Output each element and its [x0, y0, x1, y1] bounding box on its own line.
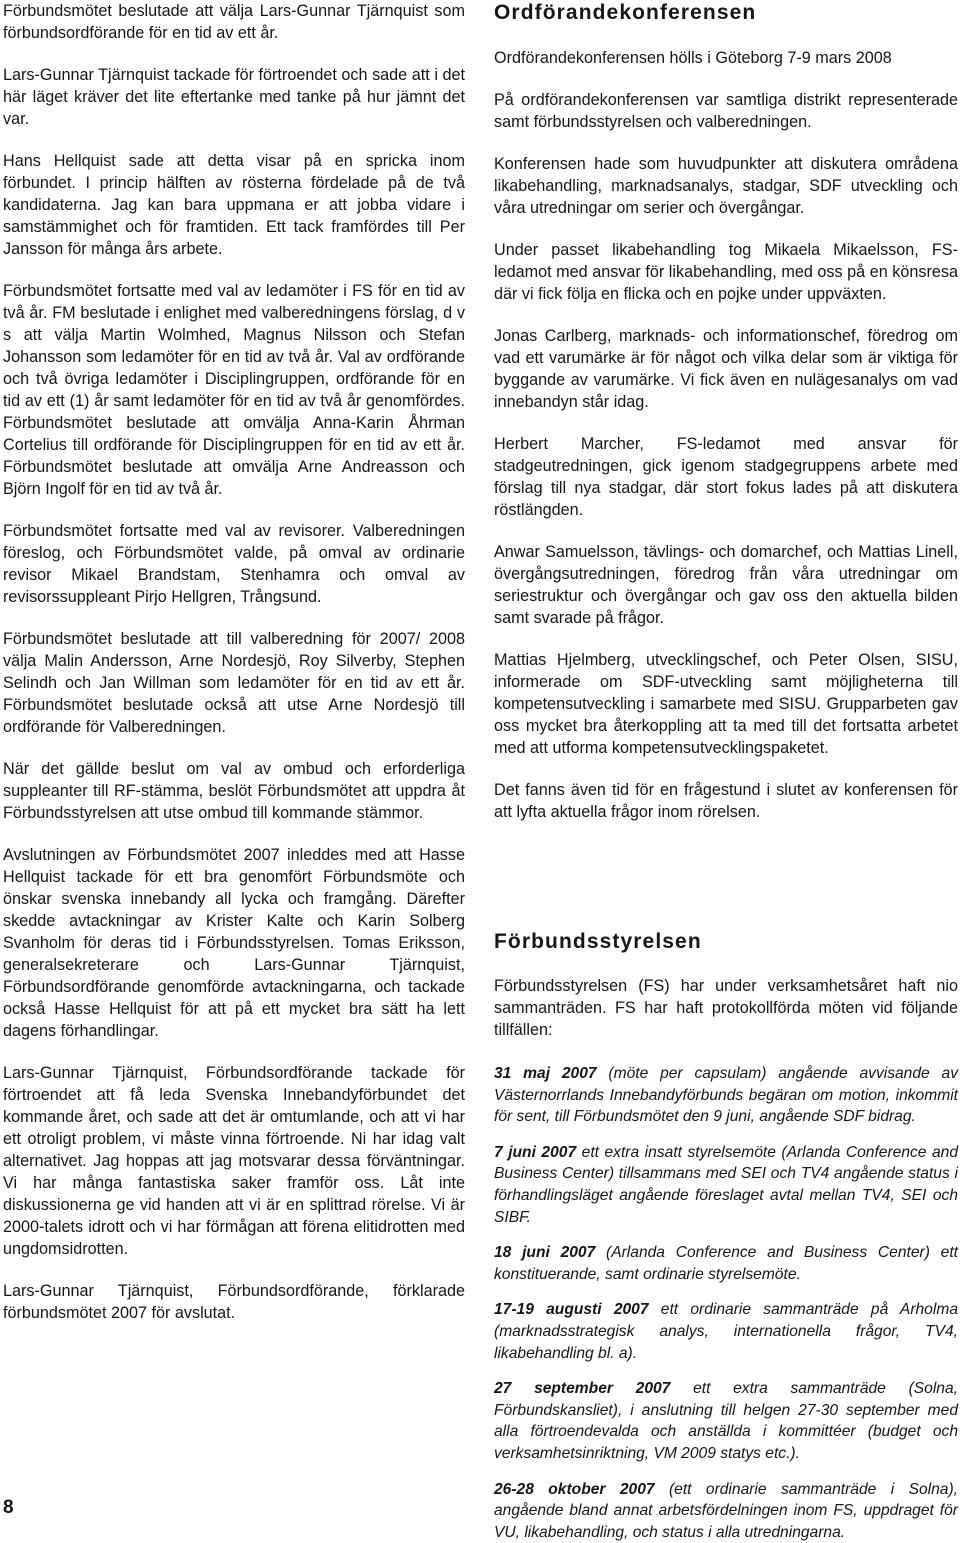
paragraph-meeting-adjourned: Lars-Gunnar Tjärnquist, Förbundsordförande, förklarade förbundsmötet 2007 för avslutat. — [3, 1280, 465, 1324]
paragraph-nomination-committee: Förbundsmötet beslutade att till valberedning för 2007/ 2008 välja Malin Andersson, Arne Nordesjö, Roy Silverby, Stephen Selindh och Jan Willman som ledamöter för en tid av ett år. Förbundsmötet beslutade också att utse Arne Nordesjö till ordförande för Valberedningen. — [3, 628, 465, 738]
heading-forbundsstyrelsen: Förbundsstyrelsen — [494, 929, 702, 955]
meeting-text: ett extra insatt styrelsemöte (Arlanda Conference and Business Center) tillsammans med SEI och TV4 angående status i förhandlingsläget angående föreslaget avtal mellan TV4, SEI och SIBF. — [494, 1144, 958, 1226]
paragraph-conference-venue: Ordförandekonferensen hölls i Göteborg 7-9 mars 2008 — [494, 47, 958, 69]
paragraph-auditor-election: Förbundsmötet fortsatte med val av revisorer. Valberedningen föreslog, och Förbundsmötet valde, på omval av ordinarie revisor Mikael Brandstam, Stenhamra och omval av revisorssuppleant Pirjo Hellgren, Trångsund. — [3, 520, 465, 608]
meeting-text: (möte per capsulam) angående avvisande av Västernorrlands Innebandyförbunds begäran om motion, inkommit för sent, till Förbundsmötet den 9 juni, angående SDF bidrag. — [494, 1065, 958, 1125]
paragraph-chairman-speech: Lars-Gunnar Tjärnquist, Förbundsordförande tackade för förtroendet att få leda Svenska Innebandyförbundet det kommande året, och sade att det är omtumlande, och att vi har ett otroligt problem, vi måste vinna förtroende. Ni har idag valt alternativet. Jag hoppas att jag motsvarar dessa förväntningar. Vi har många fantastiska saker framför oss. Låt inte diskussionerna ge vid handen att vi är en splittrad rörelse. Vi är 2000-talets idrott och vi har förmågan att förena elitidrotten med ungdomsidrotten. — [3, 1062, 465, 1260]
paragraph-meeting-closing: Avslutningen av Förbundsmötet 2007 inleddes med att Hasse Hellquist tackade för ett bra genomfört Förbundsmöte och önskar svenska innebandy all lycka och framgång. Därefter skedde avtackningar av Krister Kalte och Karin Solberg Svanholm för deras tid i Förbundsstyrelsen. Tomas Eriksson, generalsekreterare och Lars-Gunnar Tjärnquist, Förbundsordförande genomförde avtackningarna, och tackade också Hasse Hellquist för att på ett mycket bra sätt ha lett dagens förhandlingar. — [3, 844, 465, 1042]
meeting-date: 18 juni 2007 — [494, 1244, 595, 1261]
paragraph-questions: Det fanns även tid för en frågestund i slutet av konferensen för att lyfta aktuella frågor inom rörelsen. — [494, 779, 958, 823]
meeting-entry — [494, 1242, 958, 1285]
paragraph-chairman-thanks: Lars-Gunnar Tjärnquist tackade för förtroendet och sade att i det här läget kräver det lite eftertanke med tanke på hur jämnt det var. — [3, 64, 465, 130]
meeting-text: ett ordinarie sammanträde på Arholma (marknadsstrategisk analys, internationella frågor, TV4, likabehandling bl. a). — [494, 1301, 958, 1361]
heading-ordforandekonferensen: Ordförandekonferensen — [494, 0, 756, 26]
paragraph-hellquist-remark: Hans Hellquist sade att detta visar på en spricka inom förbundet. I princip hälften av rösterna fördelade på de två kandidaterna. Jag kan bara uppmana er att jobba vidare i samstämmighet och för framtiden. Ett tack framfördes till Per Jansson för många års arbete. — [3, 150, 465, 260]
paragraph-rf-delegates: När det gällde beslut om val av ombud och erforderliga suppleanter till RF-stämma, beslöt Förbundsmötet att uppdra åt Förbundsstyrelsen att utse ombud till kommande stämmor. — [3, 758, 465, 824]
meeting-date: 26-28 oktober 2007 — [494, 1481, 655, 1498]
paragraph-board-intro: Förbundsstyrelsen (FS) har under verksamhetsåret haft nio sammanträden. FS har haft protokollförda möten vid följande tillfällen: — [494, 975, 958, 1041]
paragraph-conference-attendance: På ordförandekonferensen var samtliga distrikt representerade samt förbundsstyrelsen och valberedningen. — [494, 89, 958, 133]
meeting-entry — [494, 1299, 958, 1364]
meeting-date: 31 maj 2007 — [494, 1065, 597, 1082]
paragraph-statutes: Herbert Marcher, FS-ledamot med ansvar för stadgeutredningen, gick igenom stadgegruppens arbete med förslag till nya stadgar, där stort fokus lades på att diskutera röstlängden. — [494, 433, 958, 521]
meeting-date: 7 juni 2007 — [494, 1144, 576, 1161]
section-forbundsstyrelsen — [494, 975, 958, 1543]
meeting-date: 27 september 2007 — [494, 1380, 670, 1397]
section-ordforandekonferensen — [494, 47, 958, 823]
left-column — [3, 0, 465, 1324]
page-number: 8 — [3, 1496, 14, 1520]
paragraph-board-election: Förbundsmötet fortsatte med val av ledamöter i FS för en tid av två år. FM beslutade i enlighet med valberedningens förslag, d v s att välja Martin Wolmhed, Magnus Nilsson och Stefan Johansson som ledamöter för en tid av två år. Val av ordförande och två övriga ledamöter i Disciplingruppen, ordförande för en tid av ett (1) år samt ledamöter för en tid av två år genomfördes. Förbundsmötet beslutade att omvälja Anna-Karin Åhrman Cortelius till ordförande för Disciplingruppen för en tid av ett år. Förbundsmötet beslutade att omvälja Arne Andreasson och Björn Ingolf för en tid av två år. — [3, 280, 465, 500]
meeting-entry — [494, 1378, 958, 1464]
paragraph-series-transfers: Anwar Samuelsson, tävlings- och domarchef, och Mattias Linell, övergångsutredningen, föredrog från våra utredningar om seriestruktur och övergångar och gav oss den aktuella bilden samt svarade på frågor. — [494, 541, 958, 629]
meeting-entry — [494, 1479, 958, 1543]
paragraph-sdf-development: Mattias Hjelmberg, utvecklingschef, och Peter Olsen, SISU, informerade om SDF-utveckling samt möjligheterna till kompetensutveckling i samarbete med SISU. Grupparbeten gav oss mycket bra återkoppling att ta med till det fortsatta arbetet med att utforma kompetensutvecklingspaketet. — [494, 649, 958, 759]
paragraph-chairman-election: Förbundsmötet beslutade att välja Lars-Gunnar Tjärnquist som förbundsordförande för en tid av ett år. — [3, 0, 465, 44]
paragraph-conference-topics: Konferensen hade som huvudpunkter att diskutera områdena likabehandling, marknadsanalys, stadgar, SDF utveckling och våra utredningar om serier och övergångar. — [494, 153, 958, 219]
meeting-text: ett extra sammanträde (Solna, Förbundskansliet), i anslutning till helgen 27-30 september med alla förtroendevalda och anställda i kommittéer (budget och verksamhetsinriktning, VM 2009 statys etc.). — [494, 1380, 958, 1462]
paragraph-brand: Jonas Carlberg, marknads- och informationschef, föredrog om vad ett varumärke är för något och vilka delar som är viktiga för byggande av varumärke. Vi fick även en nulägesanalys om vad innebandyn står idag. — [494, 325, 958, 413]
meeting-entry — [494, 1142, 958, 1228]
meeting-text: (ett ordinarie sammanträde i Solna), angående bland annat arbetsfördelningen inom FS, uppdraget för VU, likabehandling, och status i alla utredningarna. — [494, 1481, 958, 1541]
meeting-text: (Arlanda Conference and Business Center) ett konstituerande, samt ordinarie styrelsemöte. — [494, 1244, 958, 1283]
meeting-entry — [494, 1063, 958, 1128]
paragraph-equal-treatment: Under passet likabehandling tog Mikaela Mikaelsson, FS-ledamot med ansvar för likabehandling, med oss på en könsresa där vi fick följa en flicka och en pojke under uppväxten. — [494, 239, 958, 305]
meeting-date: 17-19 augusti 2007 — [494, 1301, 649, 1318]
